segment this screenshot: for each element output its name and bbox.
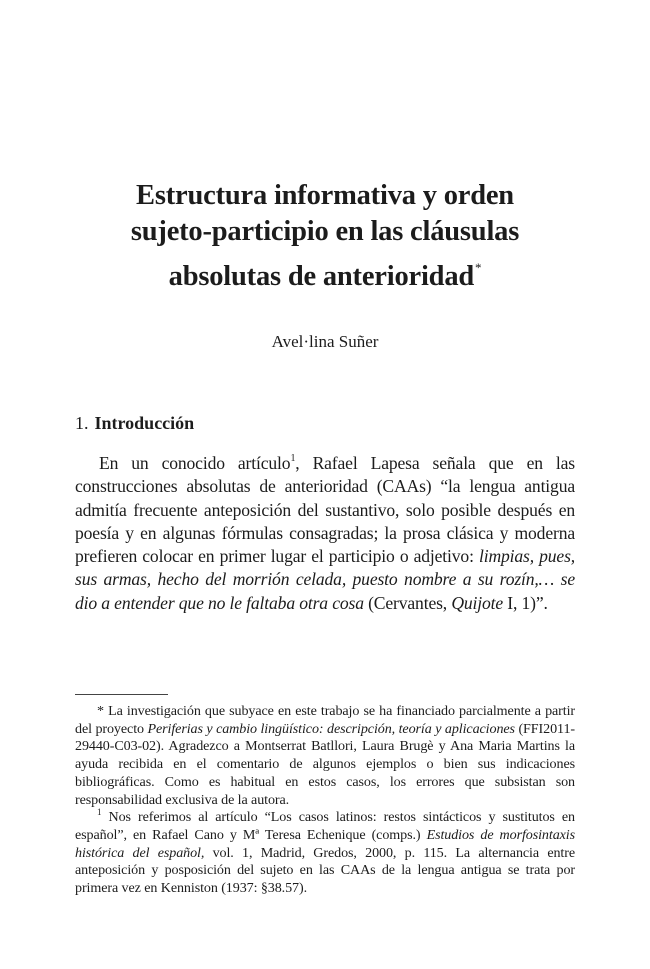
footnote-1	[75, 809, 575, 898]
article-title	[80, 178, 570, 295]
book-title-italic: Estudios de morfosintaxis histórica del español,	[75, 826, 575, 861]
section-number: 1.	[75, 413, 89, 433]
title-line-3: absolutas de anterioridad	[168, 261, 475, 292]
footnote-ref-1[interactable]: 1	[290, 453, 296, 464]
footnote-text: Nos referimos al artículo “Los casos latinos: restos sintácticos y sustitutos en español”, en Rafael Cano y Mª Teresa Echenique (comps.)	[75, 809, 575, 843]
intro-paragraph	[75, 452, 575, 615]
footnote-divider	[75, 694, 168, 695]
title-line-2: sujeto-participio en las cláusulas	[130, 216, 520, 247]
footnote-text: La investigación que subyace en este trabajo se ha financiado parcialmente a partir del proyecto	[75, 703, 575, 737]
quotation-italic: limpias, pues, sus armas, hecho del morrión celada, puesto nombre a su rozín,… se dio a entender que no le faltaba otra cosa	[75, 546, 576, 613]
work-title-italic: Quijote	[451, 592, 504, 613]
footnote-mark: 1	[97, 807, 102, 818]
author-name: Avel·lina Suñer	[271, 332, 379, 351]
paragraph-text: I, 1)”.	[503, 592, 548, 613]
paragraph-text: En un conocido artículo	[99, 453, 291, 473]
title-line-1: Estructura informativa y orden	[136, 180, 514, 211]
paragraph-text: (Cervantes,	[363, 592, 452, 613]
section-heading	[75, 413, 194, 434]
footnotes	[75, 703, 575, 898]
title-footnote-mark[interactable]: *	[475, 260, 482, 275]
footnote-text: vol. 1, Madrid, Gredos, 2000, p. 115. La alternancia entre anteposición y posposición del sujeto en las CAAs de la lengua antigua se trata por primera vez en Kenniston (1937: §38.57).	[75, 844, 575, 897]
footnote-star	[75, 703, 575, 809]
project-title-italic: Periferias y cambio lingüístico: descripción, teoría y aplicaciones	[147, 720, 515, 737]
footnote-text: (FFI2011-29440-C03-02). Agradezco a Montserrat Batllori, Laura Brugè y Ana Maria Martins la ayuda recibida en el comentario de algunos ejemplos o bien sus indicaciones bibliográficas. Como es habitual en estos casos, los errores que subsistan son responsabilidad exclusiva de la autora.	[75, 720, 575, 808]
section-title: Introducción	[94, 413, 195, 433]
paragraph-text: , Rafael Lapesa señala que en las construcciones absolutas de anterioridad (CAAs) “la lengua antigua admitía frecuente anteposición del sustantivo, solo posible después en poesía y en algunas fórmulas consagradas; la prosa clásica y moderna prefieren colocar en primer lugar el participio o adjetivo:	[75, 453, 576, 567]
footnote-mark: *	[97, 703, 104, 719]
